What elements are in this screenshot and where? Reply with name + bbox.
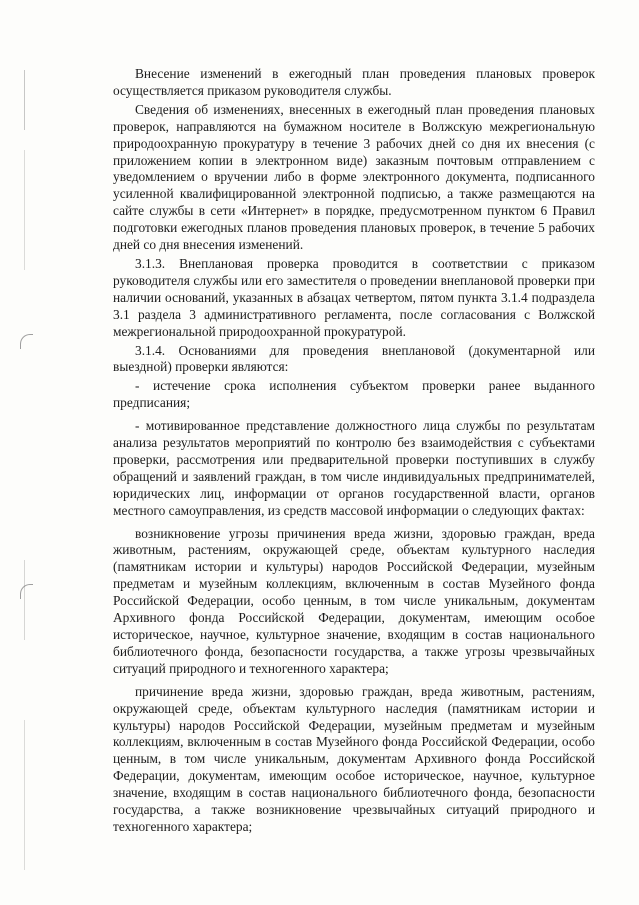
binding-mark bbox=[20, 584, 33, 599]
paragraph-3-1-3: 3.1.3. Внеплановая проверка проводится в соответствии с приказом руководителя службы или его заместителя о проведении внеплановой проверки при наличии оснований, указанных в абзацах четвертом, пятом пункта 3.1.4 подраздела 3.1 раздела 3 административного регламента, после согласования с Волжской межрегиональной природоохранной прокуратурой. bbox=[113, 255, 595, 339]
binding-mark bbox=[20, 334, 33, 349]
document-body bbox=[113, 66, 595, 836]
scan-edge-line bbox=[24, 560, 25, 640]
list-item-motivated-submission: - мотивированное представление должностного лица службы по результатам анализа результатов мероприятий по контролю без взаимодействия с субъектами проверки, рассмотрения или предварительной проверки поступивших в службу обращений и заявлений граждан, в том числе индивидуальных предпринимателей, юридических лиц, информации от органов государственной власти, органов местного самоуправления, из средств массовой информации о следующих фактах: bbox=[113, 418, 595, 518]
paragraph-3-1-4: 3.1.4. Основаниями для проведения внеплановой (документарной или выездной) проверки являются: bbox=[113, 342, 595, 375]
list-item-harm-caused: причинение вреда жизни, здоровью граждан, вреда животным, растениям, окружающей среде, объектам культурного наследия (памятникам истории и культуры) народов Российской Федерации, музейным предметам и музейным коллекциям, включенным в состав Музейного фонда Российской Федерации, особо ценным, в том числе уникальным, документам Архивного фонда Российской Федерации, документам, имеющим особое историческое, научное, культурное значение, входящим в состав национального библиотечного фонда, безопасности государства, а также возникновение чрезвычайных ситуаций природного и техногенного характера; bbox=[113, 683, 595, 834]
scan-edge-line bbox=[24, 150, 25, 270]
scan-edge-line bbox=[24, 720, 25, 870]
list-item-deadline: - истечение срока исполнения субъектом проверки ранее выданного предписания; bbox=[113, 378, 595, 411]
paragraph-plan-changes: Внесение изменений в ежегодный план проведения плановых проверок осуществляется приказом руководителя службы. bbox=[113, 66, 595, 98]
paragraph-change-notification: Сведения об изменениях, внесенных в ежегодный план проведения плановых проверок, направляются на бумажном носителе в Волжскую межрегиональную природоохранную прокуратуру в течение 3 рабочих дней со дня их внесения (с приложением копии в электронном виде) заказным почтовым отправлением с уведомлением о вручении либо в форме электронного документа, подписанного усиленной квалифицированной электронной подписью, а также размещаются на сайте службы в сети «Интернет» в порядке, предусмотренном пунктом 6 Правил подготовки ежегодных планов проведения плановых проверок, в течение 5 рабочих дней со дня внесения изменений. bbox=[113, 101, 595, 253]
scan-edge-line bbox=[24, 70, 25, 130]
list-item-threat-of-harm: возникновение угрозы причинения вреда жизни, здоровью граждан, вреда животным, растениям, окружающей среде, объектам культурного наследия (памятникам истории и культуры) народов Российской Федерации, музейным предметам и музейным коллекциям, включенным в состав Музейного фонда Российской Федерации, особо ценным, в том числе уникальным, документам Архивного фонда Российской Федерации, документам, имеющим особое историческое, научное, культурное значение, входящим в состав национального библиотечного фонда, безопасности государства, а также угрозы чрезвычайных ситуаций природного и техногенного характера; bbox=[113, 525, 595, 676]
